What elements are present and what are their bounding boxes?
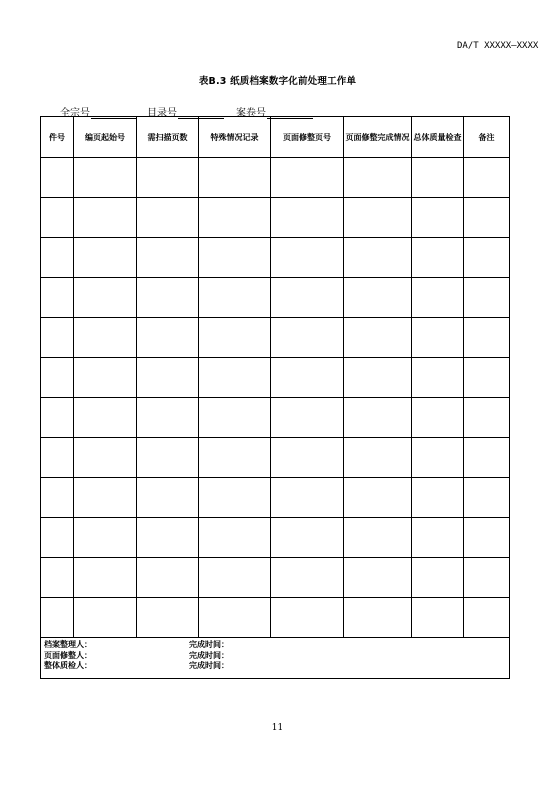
table-cell [464, 518, 510, 558]
table-cell [344, 478, 412, 518]
table-cell [344, 518, 412, 558]
table-cell [74, 598, 137, 638]
table-cell [344, 438, 412, 478]
table-cell [74, 558, 137, 598]
table-cell [199, 318, 271, 358]
table-cell [74, 198, 137, 238]
table-cell [137, 358, 199, 398]
table-cell [271, 358, 344, 398]
table-cell [464, 598, 510, 638]
table-cell [464, 238, 510, 278]
table-cell [412, 598, 464, 638]
table-cell [464, 278, 510, 318]
table-cell [412, 398, 464, 438]
table-cell [271, 158, 344, 198]
table-cell [344, 158, 412, 198]
table-cell [271, 398, 344, 438]
completion-time-label: 完成时间： [189, 650, 229, 660]
column-header: 备注 [464, 117, 510, 158]
table-cell [271, 198, 344, 238]
table-row [41, 478, 510, 518]
table-cell [137, 318, 199, 358]
table-body [41, 158, 510, 638]
signature-row [41, 638, 510, 679]
table-row [41, 398, 510, 438]
table-cell [74, 278, 137, 318]
table-row [41, 278, 510, 318]
table-cell [271, 518, 344, 558]
table-cell [137, 158, 199, 198]
column-header: 页面修整完成情况 [344, 117, 412, 158]
table-cell [344, 398, 412, 438]
table-cell [271, 318, 344, 358]
table-row [41, 598, 510, 638]
table-cell [412, 478, 464, 518]
table-cell [199, 598, 271, 638]
page-repairer-label: 页面修整人： [44, 650, 92, 660]
table-cell [41, 478, 74, 518]
organizer-label: 档案整理人： [44, 640, 92, 649]
table-cell [137, 198, 199, 238]
table-cell [271, 478, 344, 518]
table-cell [41, 558, 74, 598]
table-cell [199, 158, 271, 198]
table-cell [199, 278, 271, 318]
table-cell [137, 598, 199, 638]
table-cell [137, 398, 199, 438]
signature-line [44, 661, 509, 672]
table-cell [41, 238, 74, 278]
column-header: 页面修整页号 [271, 117, 344, 158]
column-header: 特殊情况记录 [199, 117, 271, 158]
signature-line [44, 640, 509, 651]
table-cell [199, 438, 271, 478]
table-title: 表B.3 纸质档案数字化前处理工作单 [198, 76, 357, 87]
table-row [41, 438, 510, 478]
table-cell [41, 358, 74, 398]
signature-cell [41, 638, 510, 679]
table-cell [271, 438, 344, 478]
table-cell [74, 398, 137, 438]
table-cell [412, 438, 464, 478]
table-row [41, 518, 510, 558]
table-cell [412, 278, 464, 318]
completion-time-label: 完成时间： [189, 661, 229, 670]
table-cell [344, 318, 412, 358]
column-header: 编页起始号 [74, 117, 137, 158]
table-cell [74, 438, 137, 478]
table-cell [464, 438, 510, 478]
signature-line [44, 651, 509, 662]
table-cell [412, 518, 464, 558]
catalog-number-label: 目录号 [147, 108, 177, 119]
quality-inspector-label: 整体质检人： [44, 661, 92, 670]
table-row [41, 198, 510, 238]
table-cell [41, 318, 74, 358]
table-cell [199, 398, 271, 438]
table-row [41, 558, 510, 598]
table-cell [412, 158, 464, 198]
table-cell [74, 158, 137, 198]
table-cell [464, 158, 510, 198]
table-row [41, 238, 510, 278]
table-cell [464, 478, 510, 518]
table-cell [271, 278, 344, 318]
table-cell [464, 318, 510, 358]
completion-time-label: 完成时间： [189, 640, 229, 649]
table-cell [464, 558, 510, 598]
table-cell [464, 358, 510, 398]
table-cell [74, 518, 137, 558]
table-cell [137, 558, 199, 598]
table-cell [344, 358, 412, 398]
table-cell [199, 478, 271, 518]
table-cell [464, 398, 510, 438]
table-row [41, 358, 510, 398]
table-cell [137, 238, 199, 278]
table-cell [344, 598, 412, 638]
table-row [41, 318, 510, 358]
table-cell [41, 158, 74, 198]
table-cell [74, 358, 137, 398]
table-cell [199, 518, 271, 558]
table-cell [199, 198, 271, 238]
table-cell [412, 238, 464, 278]
table-cell [464, 198, 510, 238]
header-row [41, 117, 510, 158]
table-cell [344, 278, 412, 318]
table-cell [74, 318, 137, 358]
table-cell [74, 238, 137, 278]
standard-code: DA/T XXXXX—XXXX [457, 41, 539, 51]
page-number: 11 [271, 723, 284, 733]
table-cell [137, 478, 199, 518]
table-cell [41, 398, 74, 438]
table-cell [344, 558, 412, 598]
table-cell [137, 518, 199, 558]
volume-number-label: 案卷号 [236, 108, 266, 119]
table-cell [412, 198, 464, 238]
table-cell [271, 238, 344, 278]
table-cell [412, 358, 464, 398]
table-cell [41, 438, 74, 478]
table-row [41, 158, 510, 198]
table-cell [137, 438, 199, 478]
fonds-number-label: 全宗号 [60, 108, 90, 119]
column-header: 需扫描页数 [137, 117, 199, 158]
table-cell [41, 278, 74, 318]
table-cell [199, 358, 271, 398]
table-cell [412, 318, 464, 358]
table-cell [41, 598, 74, 638]
column-header: 总体质量检查 [412, 117, 464, 158]
table-cell [271, 558, 344, 598]
table-cell [199, 558, 271, 598]
table-cell [41, 198, 74, 238]
table-cell [344, 238, 412, 278]
table-cell [412, 558, 464, 598]
column-header: 件号 [41, 117, 74, 158]
table-cell [41, 518, 74, 558]
table-cell [199, 238, 271, 278]
table-cell [344, 198, 412, 238]
table-cell [137, 278, 199, 318]
worksheet-table [40, 116, 510, 679]
table-cell [74, 478, 137, 518]
table-cell [271, 598, 344, 638]
